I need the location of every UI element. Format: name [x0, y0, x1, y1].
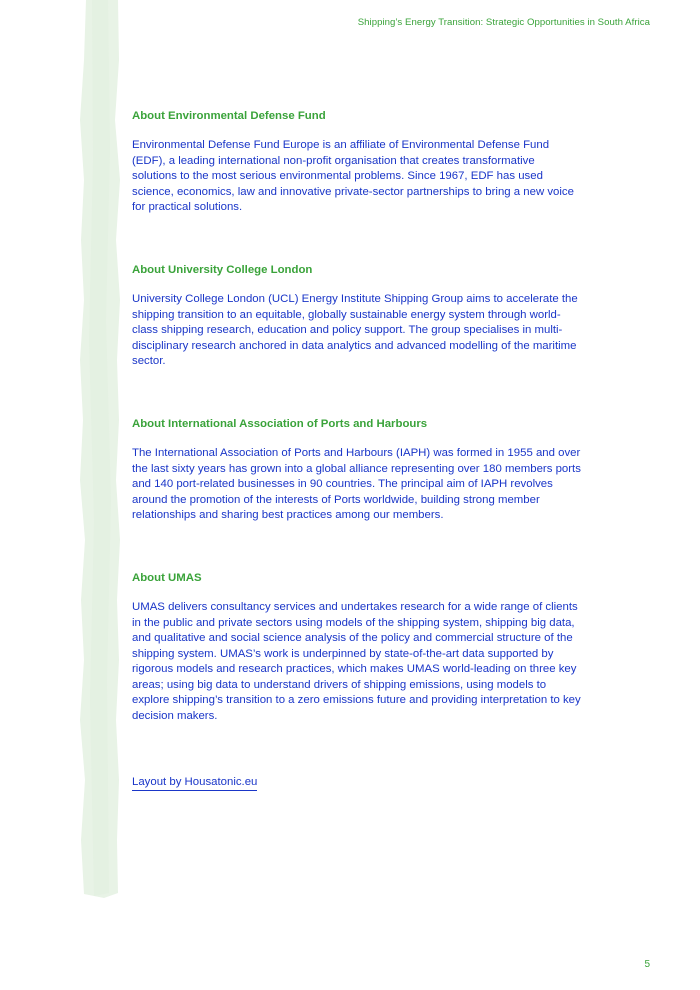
section-iaph: [132, 416, 582, 524]
running-header: Shipping’s Energy Transition: Strategic Opportunities in South Africa: [357, 17, 650, 28]
section-umas: [132, 570, 582, 725]
section-edf: [132, 108, 582, 216]
section-heading: About University College London: [132, 263, 313, 276]
page-number: 5: [644, 959, 650, 970]
section-body: University College London (UCL) Energy Institute Shipping Group aims to accelerate the shipping transition to an equitable, globally sustainable energy system through world-class shipping research, education and policy support. The group specialises in multi-disciplinary research anchored in data analytics and advanced modelling of the maritime sector.: [132, 292, 578, 368]
layout-credit-link[interactable]: Layout by Housatonic.eu: [132, 775, 257, 791]
section-body: The International Association of Ports and Harbours (IAPH) was formed in 1955 and over the last sixty years has grown into a global alliance representing over 180 members ports and 140 port-related businesses in 90 countries. The principal aim of IAPH revolves around the promotion of the interests of Ports worldwide, building strong member relationships and sharing best practices among our members.: [132, 446, 581, 522]
section-heading: About International Association of Ports and Harbours: [132, 417, 428, 430]
content-column: [132, 108, 582, 791]
section-heading: About UMAS: [132, 571, 202, 584]
section-body: UMAS delivers consultancy services and undertakes research for a wide range of clients in the public and private sectors using models of the shipping system, shipping big data, and qualitative and social science analysis of the policy and commercial structure of the shipping system. UMAS’s work is underpinned by state-of-the-art data supported by rigorous models and research practices, which makes UMAS world-leading on three key areas; using big data to understand drivers of shipping emissions, using models to explore shipping’s transition to a zero emissions future and providing interpretation to key decision makers.: [132, 600, 581, 723]
section-body: Environmental Defense Fund Europe is an affiliate of Environmental Defense Fund (EDF), a leading international non-profit organisation that creates transformative solutions to the most serious environmental problems. Since 1967, EDF has used science, economics, law and innovative private-sector partnerships to bring a new voice for practical solutions.: [132, 139, 574, 214]
section-ucl: [132, 262, 582, 370]
section-heading: About Environmental Defense Fund: [132, 110, 326, 122]
decorative-brush-stroke: [78, 0, 122, 898]
